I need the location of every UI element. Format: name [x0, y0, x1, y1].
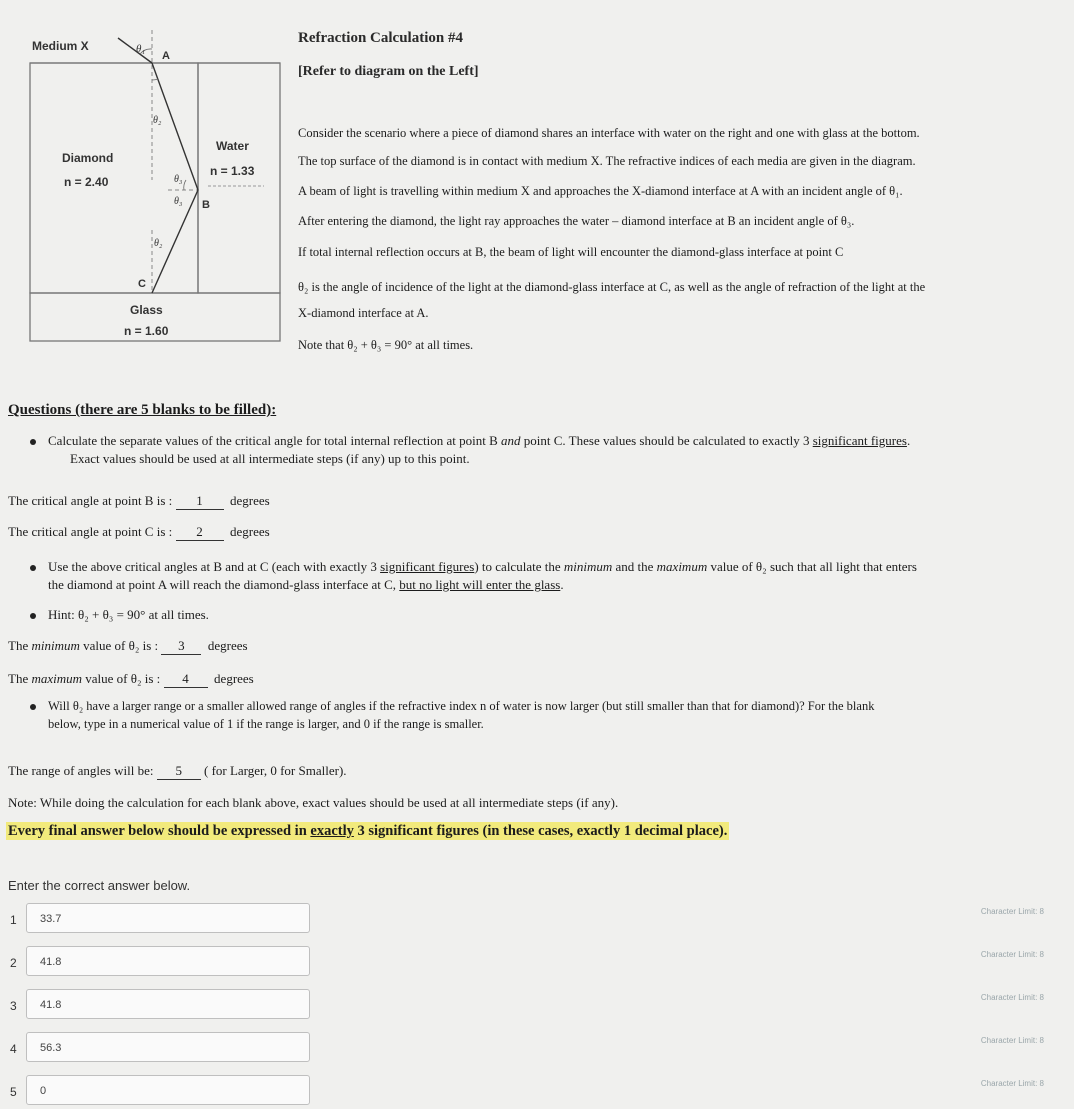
answer-prompt: Enter the correct answer below.	[8, 878, 191, 893]
range-line: The range of angles will be: 5 ( for Larger, 0 for Smaller).	[8, 763, 347, 778]
bullet-2: Use the above critical angles at B and at C (each with exactly 3 significant figures) to calculate the minimum and the maximum value of θ₂ such that all light that enters the diamond at point A will reach the diamond-glass interface at C, but no light will enter the glass.	[30, 559, 1070, 593]
critical-angle-b-line: The critical angle at point B is : 1 degrees	[8, 493, 270, 508]
answer-row-4	[0, 1032, 1074, 1066]
blank-5: 5	[157, 763, 201, 780]
blank-1: 1	[176, 493, 224, 510]
answer-input-3[interactable]: 41.8	[26, 989, 310, 1019]
desc-line-6: θ₂ is the angle of incidence of the light at the diamond-glass interface at C, as well as the angle of refraction of the light at the	[298, 280, 926, 294]
diamond-n-label: n = 2.40	[64, 175, 109, 189]
theta3-label-lower: θ₃	[174, 196, 183, 207]
answer-list	[0, 903, 1074, 1109]
theta1-label-top: θ₁	[136, 43, 146, 55]
blank-2: 2	[176, 524, 224, 541]
answer-row-5	[0, 1075, 1074, 1109]
desc-line-7: X-diamond interface at A.	[298, 306, 429, 320]
answer-number: 3	[10, 999, 17, 1013]
desc-line-1: Consider the scenario where a piece of diamond shares an interface with water on the right and one with glass at the bottom.	[298, 126, 920, 140]
character-limit: Character Limit: 8	[980, 1079, 1044, 1088]
answer-input-1[interactable]: 33.7	[26, 903, 310, 933]
answer-number: 5	[10, 1085, 17, 1099]
character-limit: Character Limit: 8	[980, 1036, 1044, 1045]
desc-line-5: If total internal reflection occurs at B, the beam of light will encounter the diamond-glass interface at point C	[298, 245, 844, 259]
incident-ray	[118, 38, 152, 63]
answer-number: 1	[10, 913, 17, 927]
bullet-2-line-2: the diamond at point A will reach the diamond-glass interface at C, but no light will enter the glass.	[48, 577, 564, 592]
questions-heading: Questions (there are 5 blanks to be filled):	[8, 402, 277, 418]
bullet-dot	[30, 613, 36, 619]
answer-row-3	[0, 989, 1074, 1023]
answer-input-2[interactable]: 41.8	[26, 946, 310, 976]
bullet-3-line-2: below, type in a numerical value of 1 if the range is larger, and 0 if the range is smaller.	[48, 717, 484, 731]
answer-number: 2	[10, 956, 17, 970]
point-b-label: B	[202, 199, 210, 211]
ray-a-to-b	[152, 63, 198, 190]
answer-row-1	[0, 903, 1074, 937]
water-region	[198, 63, 280, 293]
hint-bullet: Hint: θ₂ + θ₃ = 90° at all times.	[30, 607, 209, 623]
point-c-label: C	[138, 278, 146, 290]
min-theta2-line: The minimum value of θ₂ is : 3 degrees	[8, 638, 248, 653]
water-n-label: n = 1.33	[210, 164, 255, 178]
character-limit: Character Limit: 8	[980, 993, 1044, 1002]
desc-line-8: Note that θ₂ + θ₃ = 90° at all times.	[298, 338, 474, 352]
theta3-label-upper: θ₃	[174, 174, 183, 185]
blank-4: 4	[164, 671, 208, 688]
diamond-label: Diamond	[62, 151, 114, 165]
theta2-label-a: θ₂	[153, 115, 162, 126]
answer-input-5[interactable]: 0	[26, 1075, 310, 1105]
critical-angle-c-line: The critical angle at point C is : 2 degrees	[8, 524, 270, 539]
glass-label: Glass	[130, 303, 163, 317]
answer-input-4[interactable]: 56.3	[26, 1032, 310, 1062]
point-a-label: A	[162, 50, 170, 62]
refraction-diagram	[0, 0, 290, 350]
problem-title: Refraction Calculation #4	[298, 30, 463, 46]
bullet-1-line-2: Exact values should be used at all intermediate steps (if any) up to this point.	[70, 451, 470, 466]
water-label: Water	[216, 139, 249, 153]
diamond-region	[30, 63, 198, 293]
bullet-dot	[30, 439, 36, 445]
bullet-1: Calculate the separate values of the critical angle for total internal reflection at point B and point C. These values should be calculated to exactly 3 significant figures. Exact values should be used at all intermediate steps (if any) up to this point.	[30, 433, 1060, 467]
problem-subtitle: [Refer to diagram on the Left]	[298, 64, 479, 79]
max-theta2-line: The maximum value of θ₂ is : 4 degrees	[8, 671, 254, 686]
desc-line-4: After entering the diamond, the light ray approaches the water – diamond interface at B an incident angle of θ₃.	[298, 214, 855, 228]
glass-n-label: n = 1.60	[124, 324, 169, 338]
answer-row-2	[0, 946, 1074, 980]
character-limit: Character Limit: 8	[980, 950, 1044, 959]
bullet-3: Will θ₂ have a larger range or a smaller allowed range of angles if the refractive index n of water is now larger (but still smaller than that for diamond)? For the blank below, type in a numerical value of 1 if the range is larger, and 0 if the range is smaller.	[30, 698, 1070, 732]
bullet-dot	[30, 565, 36, 571]
final-answer-instruction: Every final answer below should be expressed in exactly 3 significant figures (in these cases, exactly 1 decimal place).	[8, 823, 728, 839]
desc-line-3: A beam of light is travelling within medium X and approaches the X-diamond interface at A with an incident angle of θ₁.	[298, 184, 903, 198]
bullet-dot	[30, 704, 36, 710]
note-line: Note: While doing the calculation for each blank above, exact values should be used at all intermediate steps (if any).	[8, 795, 619, 810]
desc-line-2: The top surface of the diamond is in contact with medium X. The refractive indices of each media are given in the diagram.	[298, 154, 916, 168]
answer-number: 4	[10, 1042, 17, 1056]
medium-x-label: Medium X	[32, 39, 89, 53]
character-limit: Character Limit: 8	[980, 907, 1044, 916]
theta2-label-c: θ₂	[154, 238, 163, 249]
blank-3: 3	[161, 638, 201, 655]
